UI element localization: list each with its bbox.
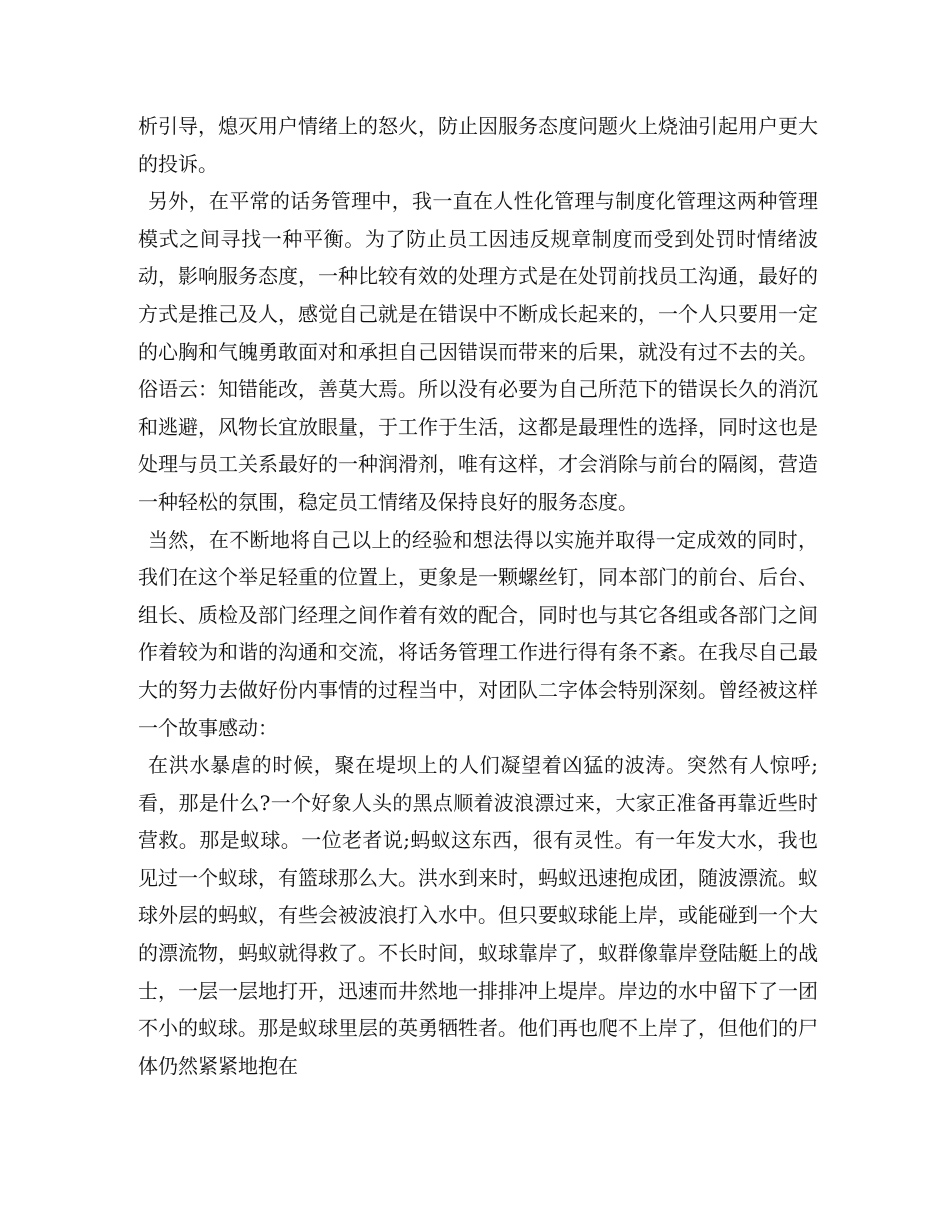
paragraph-3: 当然，在不断地将自己以上的经验和想法得以实施并取得一定成效的同时，我们在这个举足轻重的位置上，更象是一颗螺丝钉，同本部门的前台、后台、组长、质检及部门经理之间作着有效的配合，同时也与其它各组或各部门之间作着较为和谐的沟通和交流，将话务管理工作进行得有条不紊。在我尽自己最大的努力去做好份内事情的过程当中，对团队二字体会特别深刻。曾经被这样一个故事感动： xyxy=(138,527,818,740)
document-body xyxy=(138,108,818,1085)
paragraph-1: 析引导，熄灭用户情绪上的怒火，防止因服务态度问题火上烧油引起用户更大的投诉。 xyxy=(138,114,818,176)
paragraph-4: 在洪水暴虐的时候，聚在堤坝上的人们凝望着凶猛的波涛。突然有人惊呼;看，那是什么?一个好象人头的黑点顺着波浪漂过来，大家正准备再靠近些时营救。那是蚁球。一位老者说;蚂蚁这东西，很有灵性。有一年发大水，我也见过一个蚁球，有篮球那么大。洪水到来时，蚂蚁迅速抱成团，随波漂流。蚁球外层的蚂蚁，有些会被波浪打入水中。但只要蚁球能上岸，或能碰到一个大的漂流物，蚂蚁就得救了。不长时间，蚁球靠岸了，蚁群像靠岸登陆艇上的战士，一层一层地打开，迅速而井然地一排排冲上堤岸。岸边的水中留下了一团不小的蚁球。那是蚁球里层的英勇牺牲者。他们再也爬不上岸了，但他们的尸体仍然紧紧地抱在 xyxy=(138,753,818,1078)
paragraph-2: 另外，在平常的话务管理中，我一直在人性化管理与制度化管理这两种管理模式之间寻找一种平衡。为了防止员工因违反规章制度而受到处罚时情绪波动，影响服务态度，一种比较有效的处理方式是在处罚前找员工沟通，最好的方式是推己及人，感觉自己就是在错误中不断成长起来的，一个人只要用一定的心胸和气魄勇敢面对和承担自己因错误而带来的后果，就没有过不去的关。俗语云：知错能改，善莫大焉。所以没有必要为自己所范下的错误长久的消沉和逃避，风物长宜放眼量，于工作于生活，这都是最理性的选择，同时这也是处理与员工关系最好的一种润滑剂，唯有这样，才会消除与前台的隔阂，营造一种轻松的氛围，稳定员工情绪及保持良好的服务态度。 xyxy=(138,189,818,514)
